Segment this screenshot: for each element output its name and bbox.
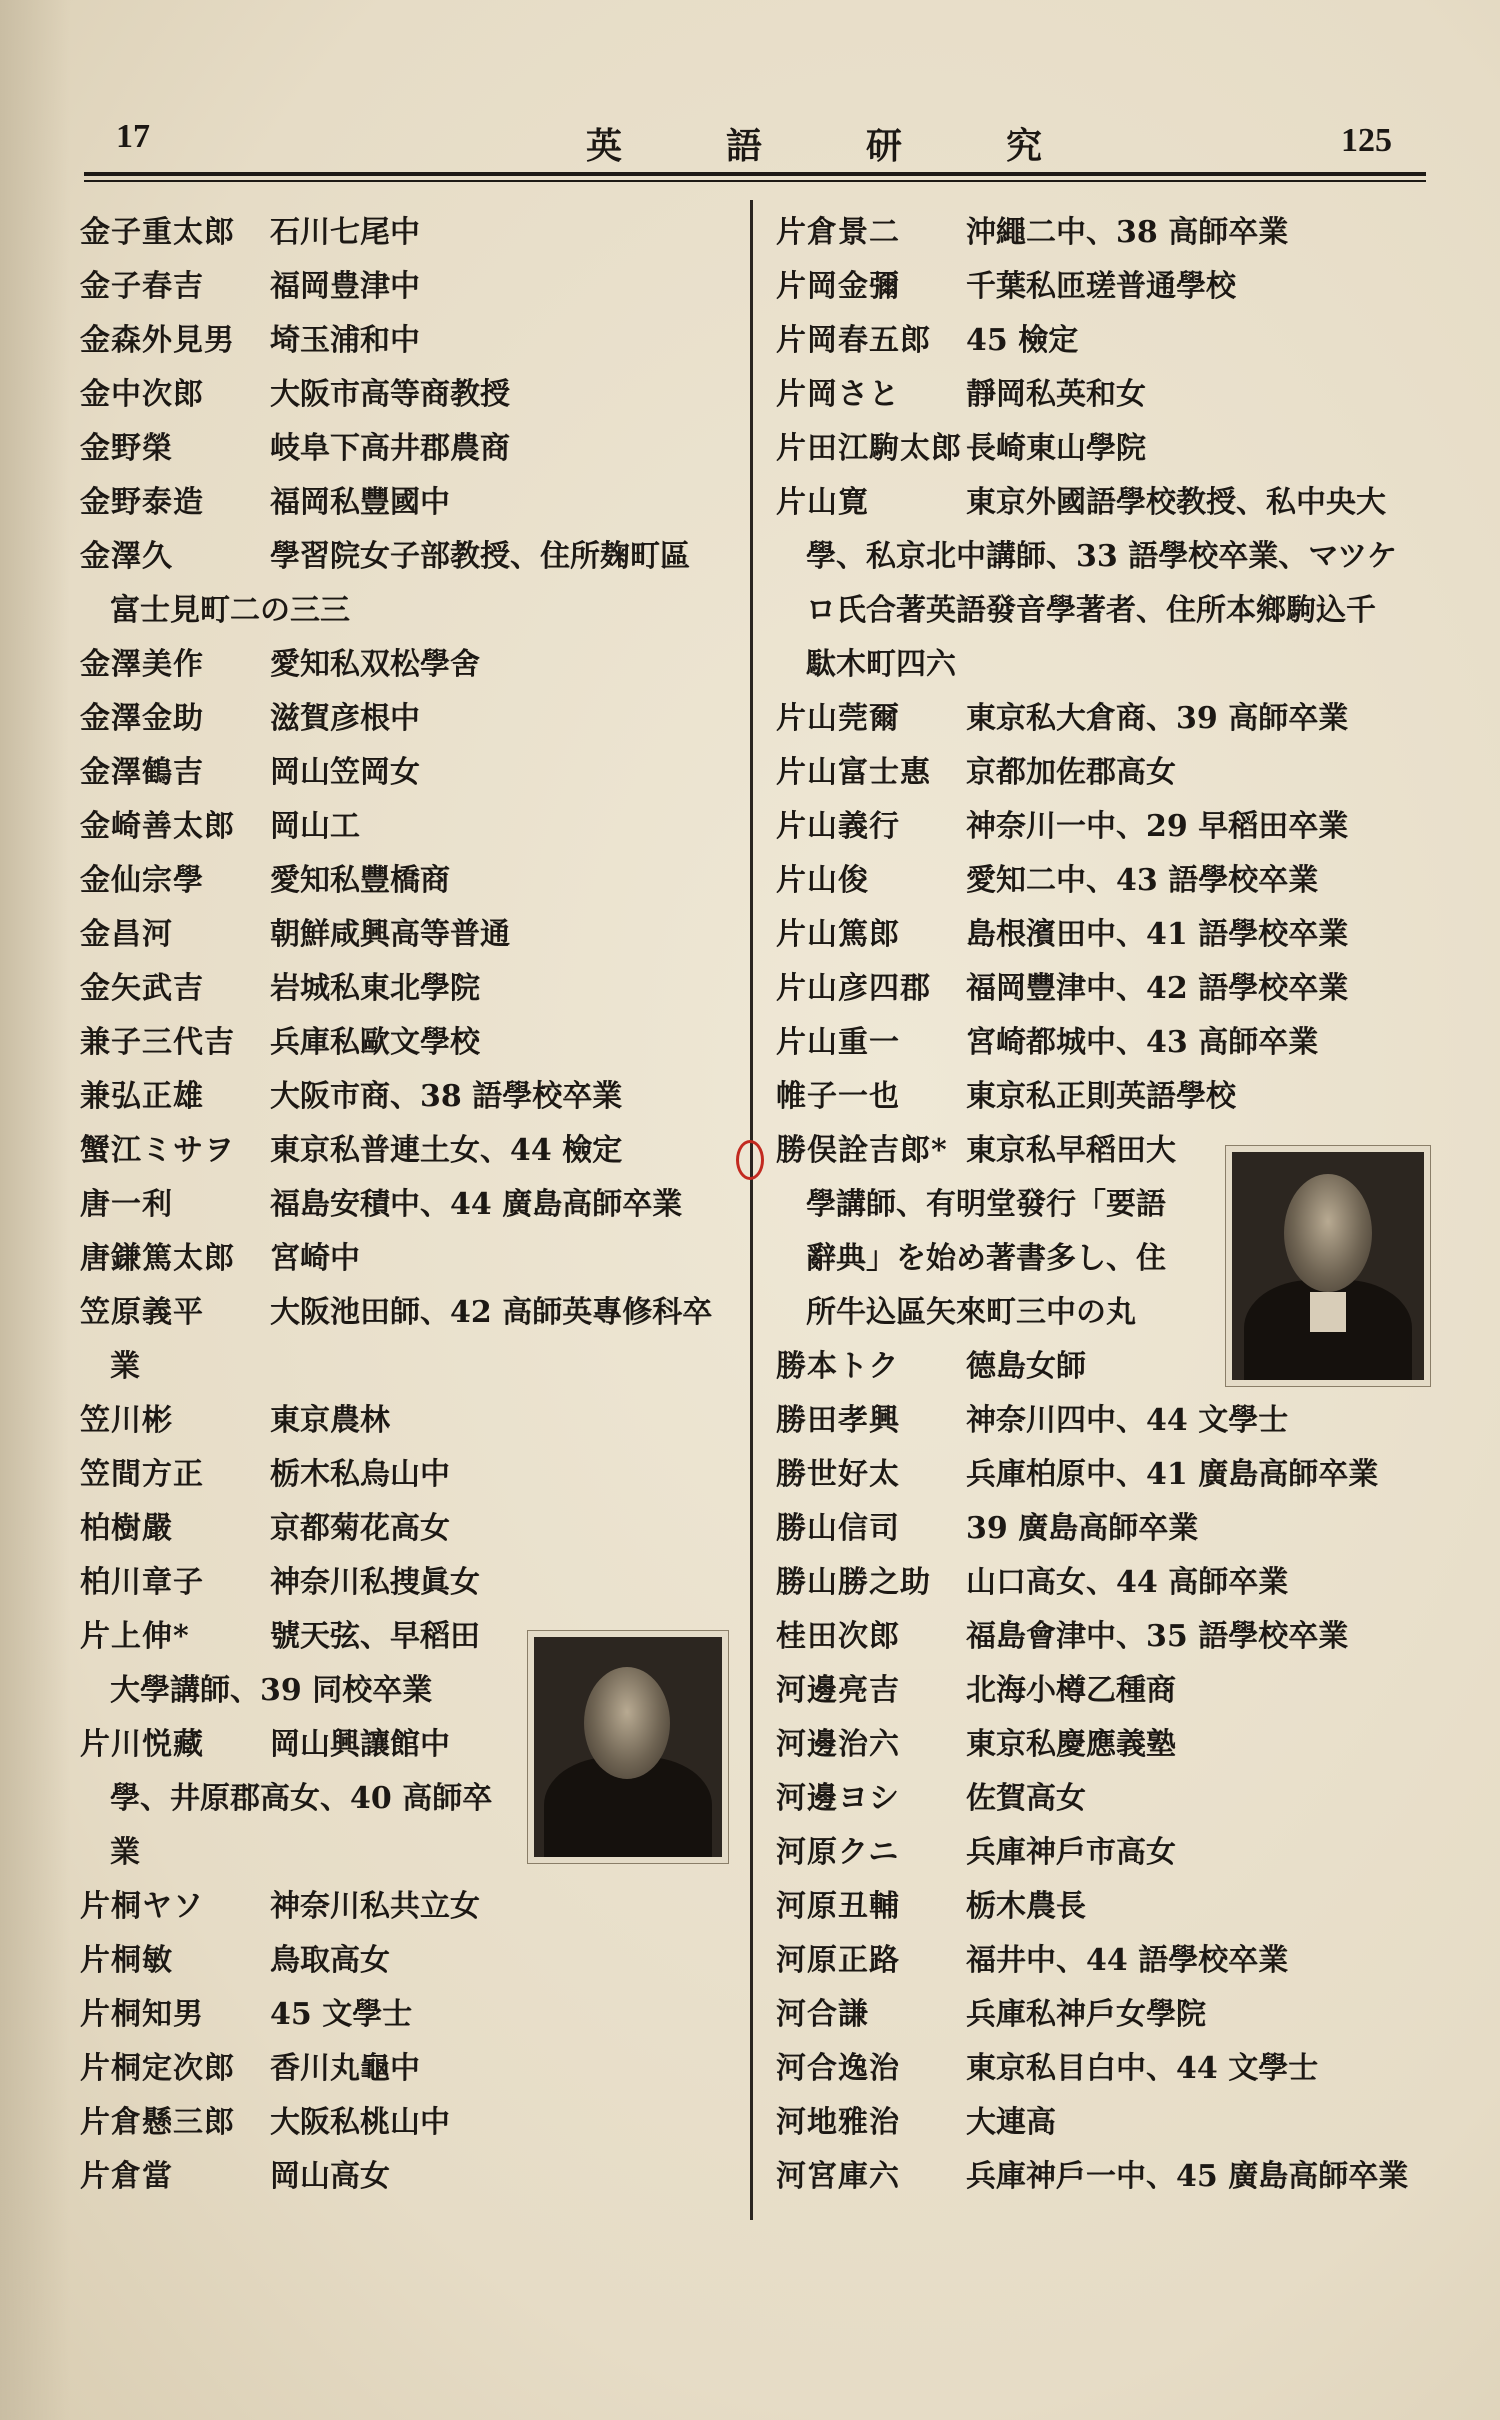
entry-name: 片川悦藏 [80,1727,204,1762]
directory-entry [80,1232,730,1286]
entry-continuation: 業 [110,1835,140,1870]
entry-info: 宮崎中 [270,1241,360,1276]
entry-name: 勝俣詮吉郎* [776,1133,948,1168]
entry-name: 河邊治六 [776,1727,900,1762]
entry-continuation: 學、井原郡高女、40 高師卒 [110,1781,493,1816]
entry-info: 岡山高女 [270,2159,390,2194]
directory-entry [80,800,730,854]
entry-info: 兵庫神戶一中、45 廣島高師卒業 [966,2159,1409,2194]
entry-name: 笠間方正 [80,1457,204,1492]
entry-info: 岐阜下高井郡農商 [270,431,510,466]
directory-entry [776,1664,1426,1718]
entry-name: 片桐知男 [80,1997,204,2032]
entry-info: 兵庫私神戶女學院 [966,1997,1206,2032]
entry-name: 柏樹嚴 [80,1511,173,1546]
entry-info: 朝鮮咸興高等普通 [270,917,510,952]
entry-info: 東京私普連土女、44 檢定 [270,1133,623,1168]
entry-name: 片倉懸三郎 [80,2105,235,2140]
page-number-right: 125 [1341,122,1392,159]
entry-info: 岩城私東北學院 [270,971,480,1006]
entry-name: 笠川彬 [80,1403,173,1438]
entry-info: 兵庫柏原中、41 廣島高師卒業 [966,1457,1379,1492]
entry-info: 愛知私豐橋商 [270,863,450,898]
entry-info: 號天弦、早稻田 [270,1619,480,1654]
entry-info: 福島安積中、44 廣島高師卒業 [270,1187,683,1222]
directory-entry [776,1880,1426,1934]
directory-entry [776,1826,1426,1880]
entry-name: 河原正路 [776,1943,900,1978]
entry-info: 東京外國語學校教授、私中央大 [966,485,1386,520]
entry-info: 神奈川私捜眞女 [270,1565,480,1600]
entry-name: 片山莞爾 [776,701,900,736]
directory-entry [776,1934,1426,1988]
entry-info: 東京私慶應義塾 [966,1727,1176,1762]
directory-entry [776,422,1426,476]
entry-info: 宮崎都城中、43 高師卒業 [966,1025,1319,1060]
entry-name: 片桐定次郎 [80,2051,235,2086]
entry-info: 39 廣島高師卒業 [966,1511,1199,1546]
directory-entry [80,2150,730,2204]
entry-name: 河邊亮吉 [776,1673,900,1708]
entry-name: 金森外見男 [80,323,235,358]
entry-continuation: 大學講師、39 同校卒業 [110,1673,433,1708]
entry-info: 神奈川一中、29 早稻田卒業 [966,809,1349,844]
entry-name: 河合逸治 [776,2051,900,2086]
portrait-face [1284,1174,1372,1292]
entry-info: 東京私正則英語學校 [966,1079,1236,1114]
directory-entry [80,638,730,692]
entry-name: 片田江駒太郎 [776,431,962,466]
directory-entry [776,1718,1426,1772]
entry-name: 片桐ヤソ [80,1889,204,1924]
entry-info: 大阪市商、38 語學校卒業 [270,1079,623,1114]
entry-continuation: 辭典」を始め著書多し、住 [806,1241,1166,1276]
entry-info: 香川丸龜中 [270,2051,420,2086]
title-char: 英 [585,125,624,167]
title-char: 研 [865,125,904,167]
entry-info: 德島女師 [966,1349,1086,1384]
entry-continuation: ロ氏合著英語發音學著者、住所本鄉駒込千 [806,593,1376,628]
entry-name: 勝山勝之助 [776,1565,931,1600]
entry-name: 笠原義平 [80,1295,204,1330]
entry-name: 金野泰造 [80,485,204,520]
entry-name: 勝本トク [776,1349,900,1384]
entry-name: 金矢武吉 [80,971,204,1006]
column-divider [750,200,753,2220]
directory-entry [80,1502,730,1556]
directory-entry [80,1070,730,1124]
entry-info: 靜岡私英和女 [966,377,1146,412]
entry-info: 東京私目白中、44 文學士 [966,2051,1319,2086]
header-rule-thin [84,180,1426,182]
directory-entry [776,746,1426,800]
directory-entry [80,1880,730,1934]
entry-info: 大阪市高等商教授 [270,377,510,412]
entry-info: 沖繩二中、38 高師卒業 [966,215,1289,250]
directory-entry [80,530,730,638]
entry-name: 河原丑輔 [776,1889,900,1924]
entry-info: 大阪池田師、42 高師英專修科卒 [270,1295,713,1330]
entry-info: 兵庫神戶市高女 [966,1835,1176,1870]
directory-entry [80,746,730,800]
red-pencil-mark [736,1140,764,1180]
left-column [80,206,730,2204]
directory-entry [776,2042,1426,2096]
entry-info: 佐賀高女 [966,1781,1086,1816]
entry-name: 片山義行 [776,809,900,844]
journal-title [535,118,1095,169]
entry-info: 福岡豐津中、42 語學校卒業 [966,971,1349,1006]
entry-name: 河地雅治 [776,2105,900,2140]
entry-continuation: 業 [110,1349,140,1384]
directory-entry [80,1124,730,1178]
entry-info: 鳥取高女 [270,1943,390,1978]
entry-info: 長崎東山學院 [966,431,1146,466]
entry-name: 金野榮 [80,431,173,466]
directory-entry [80,1016,730,1070]
entry-name: 兼子三代吉 [80,1025,235,1060]
directory-entry [776,692,1426,746]
portrait-collar [1310,1292,1346,1332]
entry-name: 金子重太郎 [80,215,235,250]
directory-entry [80,854,730,908]
entry-name: 金崎善太郎 [80,809,235,844]
entry-name: 金中次郎 [80,377,204,412]
entry-name: 河原クニ [776,1835,900,1870]
entry-name: 蟹江ミサヲ [80,1133,235,1168]
title-char: 究 [1005,125,1044,167]
entry-info: 東京私大倉商、39 高師卒業 [966,701,1349,736]
entry-name: 片岡さと [776,377,900,412]
entry-name: 金澤金助 [80,701,204,736]
entry-info: 北海小樽乙種商 [966,1673,1176,1708]
page-gutter-shadow [0,0,70,2420]
entry-info: 神奈川私共立女 [270,1889,480,1924]
portrait-photo-katagami [528,1631,728,1863]
entry-info: 栃木農長 [966,1889,1086,1924]
page-number-left: 17 [116,118,150,155]
entry-continuation: 駄木町四六 [806,647,956,682]
entry-info: 大阪私桃山中 [270,2105,450,2140]
directory-entry [776,260,1426,314]
portrait-photo-katsumata [1226,1146,1430,1386]
entry-name: 片山俊 [776,863,869,898]
entry-info: 愛知二中、43 語學校卒業 [966,863,1319,898]
entry-info: 福島會津中、35 語學校卒業 [966,1619,1349,1654]
title-char: 語 [725,125,764,167]
entry-name: 河合謙 [776,1997,869,2032]
entry-name: 勝山信司 [776,1511,900,1546]
directory-entry [776,1016,1426,1070]
entry-name: 片山富士惠 [776,755,931,790]
entry-name: 金澤久 [80,539,173,574]
entry-name: 帷子一也 [776,1079,900,1114]
entry-info: 神奈川四中、44 文學士 [966,1403,1289,1438]
directory-entry [776,1502,1426,1556]
entry-name: 金仙宗學 [80,863,204,898]
directory-entry [80,962,730,1016]
entry-info: 千葉私匝瑳普通學校 [966,269,1236,304]
entry-name: 柏川章子 [80,1565,204,1600]
entry-name: 勝世好太 [776,1457,900,1492]
directory-entry [80,476,730,530]
entry-name: 兼弘正雄 [80,1079,204,1114]
entry-info: 栃木私烏山中 [270,1457,450,1492]
entry-info: 石川七尾中 [270,215,420,250]
directory-entry [80,1178,730,1232]
entry-name: 金子春吉 [80,269,204,304]
directory-entry [776,854,1426,908]
entry-info: 45 檢定 [966,323,1079,358]
entry-info: 福井中、44 語學校卒業 [966,1943,1289,1978]
entry-info: 岡山興讓館中 [270,1727,450,1762]
directory-entry [80,422,730,476]
directory-entry [80,1556,730,1610]
directory-entry [776,962,1426,1016]
entry-name: 片桐敏 [80,1943,173,1978]
portrait-face [584,1667,670,1779]
entry-name: 唐鎌篤太郎 [80,1241,235,1276]
directory-entry [80,2096,730,2150]
page-header [110,108,1400,168]
directory-entry [776,1394,1426,1448]
entry-info: 埼玉浦和中 [270,323,420,358]
entry-name: 片倉景二 [776,215,900,250]
entry-continuation: 學講師、有明堂發行「要語 [806,1187,1166,1222]
entry-info: 山口高女、44 高師卒業 [966,1565,1289,1600]
entry-info: 福岡私豐國中 [270,485,450,520]
entry-name: 片岡金彌 [776,269,900,304]
entry-name: 金澤美作 [80,647,204,682]
entry-continuation: 富士見町二の三三 [110,593,350,628]
entry-info: 學習院女子部教授、住所麹町區 [270,539,690,574]
directory-entry [776,476,1426,692]
entry-name: 片上伸* [80,1619,190,1654]
directory-entry [776,1448,1426,1502]
entry-name: 河宮庫六 [776,2159,900,2194]
directory-entry [776,2150,1426,2204]
directory-entry [80,1988,730,2042]
entry-info: 東京私早稻田大 [966,1133,1176,1168]
entry-info: 岡山笠岡女 [270,755,420,790]
entry-name: 唐一利 [80,1187,173,1222]
entry-name: 片山篤郎 [776,917,900,952]
header-rule [84,172,1426,176]
directory-entry [776,1772,1426,1826]
entry-continuation: 所牛込區矢來町三中の丸 [806,1295,1136,1330]
entry-name: 片倉當 [80,2159,173,2194]
directory-entry [776,206,1426,260]
entry-info: 岡山工 [270,809,360,844]
entry-name: 桂田次郎 [776,1619,900,1654]
entry-name: 金昌河 [80,917,173,952]
directory-entry [80,1934,730,1988]
directory-entry [776,1070,1426,1124]
entry-name: 勝田孝興 [776,1403,900,1438]
entry-continuation: 學、私京北中講師、33 語學校卒業、マツケ [806,539,1397,574]
entry-info: 大連高 [966,2105,1056,2140]
directory-entry [80,1394,730,1448]
directory-entry [80,368,730,422]
directory-entry [80,2042,730,2096]
directory-entry [776,908,1426,962]
directory-entry [776,1988,1426,2042]
entry-info: 東京農林 [270,1403,390,1438]
directory-entry [776,800,1426,854]
entry-name: 片山寛 [776,485,869,520]
directory-entry [776,1610,1426,1664]
entry-info: 京都加佐郡高女 [966,755,1176,790]
directory-entry [776,2096,1426,2150]
directory-entry [776,1556,1426,1610]
entry-name: 金澤鶴吉 [80,755,204,790]
entry-info: 島根濱田中、41 語學校卒業 [966,917,1349,952]
entry-name: 河邊ヨシ [776,1781,900,1816]
entry-info: 福岡豊津中 [270,269,420,304]
directory-entry [80,260,730,314]
directory-entry [80,1286,730,1394]
directory-entry [776,368,1426,422]
entry-info: 愛知私双松學舍 [270,647,480,682]
entry-info: 滋賀彦根中 [270,701,420,736]
entry-name: 片山重一 [776,1025,900,1060]
directory-entry [80,908,730,962]
entry-info: 兵庫私歐文學校 [270,1025,480,1060]
directory-entry [80,1448,730,1502]
entry-name: 片山彦四郡 [776,971,931,1006]
directory-entry [80,314,730,368]
directory-entry [776,314,1426,368]
directory-entry [80,206,730,260]
entry-info: 京都菊花高女 [270,1511,450,1546]
entry-info: 45 文學士 [270,1997,413,2032]
entry-name: 片岡春五郎 [776,323,931,358]
directory-entry [80,692,730,746]
